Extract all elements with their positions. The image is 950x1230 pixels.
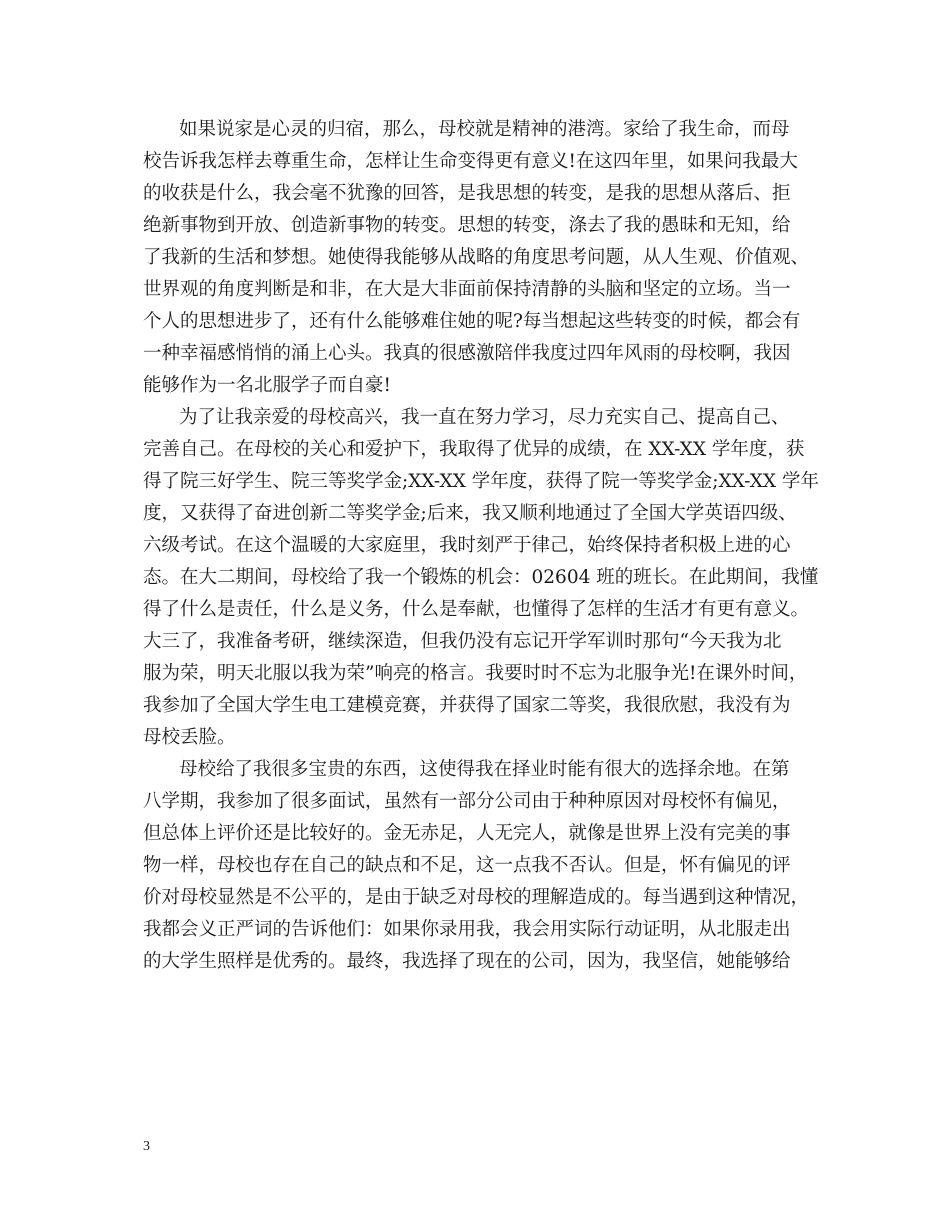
text-line: 为了让我亲爱的母校高兴，我一直在努力学习，尽力充实自己、提高自己、	[179, 407, 790, 428]
text-line: 态。在大二期间，母校给了我一个锻炼的机会：02604 班的班长。在此期间，我懂	[143, 567, 819, 588]
text-line: 价对母校显然是不公平的，是由于缺乏对母校的理解造成的。每当遇到这种情况，	[143, 887, 810, 908]
text-line: 校告诉我怎样去尊重生命，怎样让生命变得更有意义!在这四年里，如果问我最大	[143, 151, 798, 172]
text-line: 的收获是什么，我会毫不犹豫的回答，是我思想的转变，是我的思想从落后、拒	[143, 183, 791, 204]
text-line: 我都会义正严词的告诉他们：如果你录用我，我会用实际行动证明，从北服走出	[143, 919, 791, 940]
text-line: 但总体上评价还是比较好的。金无赤足，人无完人，就像是世界上没有完美的事	[143, 823, 791, 844]
text-line: 的大学生照样是优秀的。最终，我选择了现在的公司，因为，我坚信，她能够给	[143, 951, 791, 972]
text-line: 物一样，母校也存在自己的缺点和不足，这一点我不否认。但是，怀有偏见的评	[143, 855, 791, 876]
text-line: 世界观的角度判断是和非，在大是大非面前保持清静的头脑和坚定的立场。当一	[143, 279, 791, 300]
text-line: 母校给了我很多宝贵的东西，这使得我在择业时能有很大的选择余地。在第	[179, 759, 790, 780]
text-line: 绝新事物到开放、创造新事物的转变。思想的转变，涤去了我的愚昧和无知，给	[143, 215, 791, 236]
page-number: 3	[143, 1139, 150, 1154]
text-line: 八学期，我参加了很多面试，虽然有一部分公司由于种种原因对母校怀有偏见，	[143, 791, 791, 812]
text-line: 个人的思想进步了，还有什么能够难住她的呢?每当想起这些转变的时候，都会有	[143, 311, 801, 332]
document-body	[143, 114, 819, 978]
text-line: 母校丢脸。	[143, 727, 236, 748]
paragraph-2	[143, 402, 819, 754]
text-line: 一种幸福感悄悄的涌上心头。我真的很感激陪伴我度过四年风雨的母校啊，我因	[143, 343, 791, 364]
paragraph-3	[143, 754, 815, 978]
text-line: 我参加了全国大学生电工建模竞赛，并获得了国家二等奖，我很欣慰，我没有为	[143, 695, 791, 716]
text-line: 度，又获得了奋进创新二等奖学金;后来，我又顺利地通过了全国大学英语四级、	[143, 503, 797, 524]
text-line: 完善自己。在母校的关心和爱护下，我取得了优异的成绩，在 XX-XX 学年度，获	[143, 439, 805, 460]
text-line: 得了什么是责任，什么是义务，什么是奉献，也懂得了怎样的生活才有更有意义。	[143, 599, 810, 620]
text-line: 服为荣，明天北服以我为荣”响亮的格言。我要时时不忘为北服争光!在课外时间，	[143, 663, 808, 684]
text-line: 大三了，我准备考研，继续深造，但我仍没有忘记开学军训时那句“今天我为北	[143, 631, 782, 652]
paragraph-1	[143, 114, 815, 402]
text-line: 六级考试。在这个温暖的大家庭里，我时刻严于律己，始终保持者积极上进的心	[143, 535, 791, 556]
text-line: 能够作为一名北服学子而自豪!	[143, 375, 391, 396]
text-line: 得了院三好学生、院三等奖学金;XX-XX 学年度，获得了院一等奖学金;XX-XX 学年	[143, 471, 819, 492]
text-line: 如果说家是心灵的归宿，那么，母校就是精神的港湾。家给了我生命，而母	[179, 119, 790, 140]
text-line: 了我新的生活和梦想。她使得我能够从战略的角度思考问题，从人生观、价值观、	[143, 247, 810, 268]
